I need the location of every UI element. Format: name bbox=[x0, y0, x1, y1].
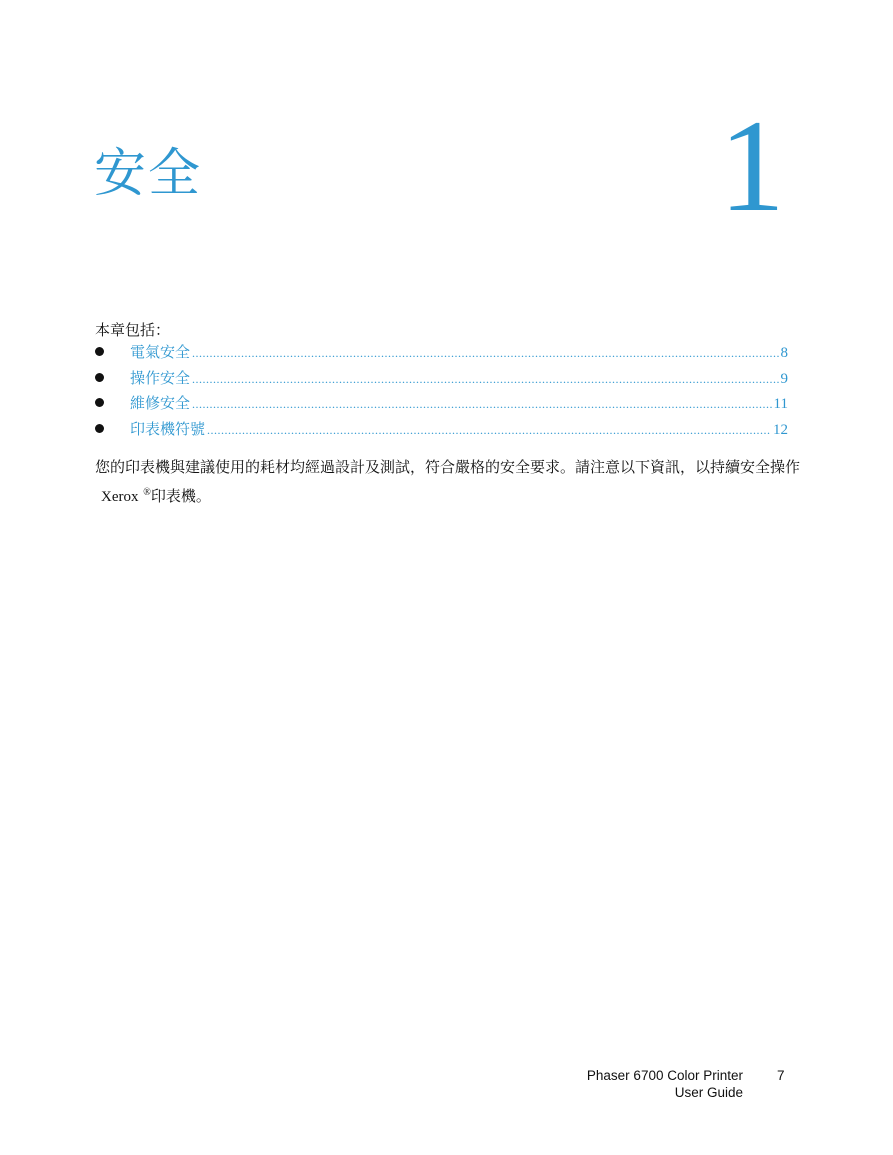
chapter-toc bbox=[95, 341, 788, 443]
toc-item-printer-symbols bbox=[95, 418, 788, 444]
toc-page-number: 11 bbox=[773, 396, 788, 412]
body-paragraph bbox=[95, 455, 801, 510]
toc-link-operational-safety[interactable] bbox=[130, 367, 788, 388]
bullet-icon bbox=[95, 398, 104, 407]
footer-product-name bbox=[587, 1067, 743, 1101]
toc-label: 操作安全 bbox=[130, 368, 191, 387]
bullet-icon bbox=[95, 424, 104, 433]
toc-link-electrical-safety[interactable] bbox=[130, 341, 788, 362]
toc-link-printer-symbols[interactable] bbox=[130, 418, 788, 439]
toc-item-operational-safety bbox=[95, 367, 788, 393]
footer-product-line1: Phaser 6700 Color Printer bbox=[586, 1068, 743, 1083]
toc-label: 印表機符號 bbox=[130, 419, 206, 438]
registered-mark: ® bbox=[143, 487, 151, 498]
toc-page-number: 12 bbox=[773, 421, 788, 438]
bullet-icon bbox=[95, 373, 104, 382]
chapter-number: 1 bbox=[719, 92, 785, 239]
toc-page-number: 9 bbox=[780, 370, 788, 387]
toc-leader-dots bbox=[192, 372, 778, 387]
toc-leader-dots bbox=[192, 397, 772, 412]
toc-page-number: 8 bbox=[780, 345, 788, 361]
body-text-after: 印表機。 bbox=[150, 487, 211, 505]
toc-label: 維修安全 bbox=[130, 394, 191, 412]
toc-leader-dots bbox=[207, 423, 771, 438]
bullet-icon bbox=[95, 347, 104, 356]
footer-product-line2: User Guide bbox=[674, 1085, 743, 1100]
toc-item-electrical-safety bbox=[95, 341, 788, 367]
toc-leader-dots bbox=[192, 346, 778, 361]
toc-item-maintenance-safety bbox=[95, 392, 788, 418]
body-text-before: 您的印表機與建議使用的耗材均經過設計及測試，符合嚴格的安全要求。請注意以下資訊，以持續安全操作 bbox=[95, 458, 801, 476]
footer-page-number: 7 bbox=[777, 1068, 785, 1083]
toc-label: 電氣安全 bbox=[130, 343, 191, 361]
chapter-title: 安全 bbox=[94, 144, 203, 204]
chapter-intro: 本章包括： bbox=[95, 321, 171, 339]
brand-name: Xerox bbox=[101, 489, 139, 505]
toc-link-maintenance-safety[interactable] bbox=[130, 392, 788, 413]
